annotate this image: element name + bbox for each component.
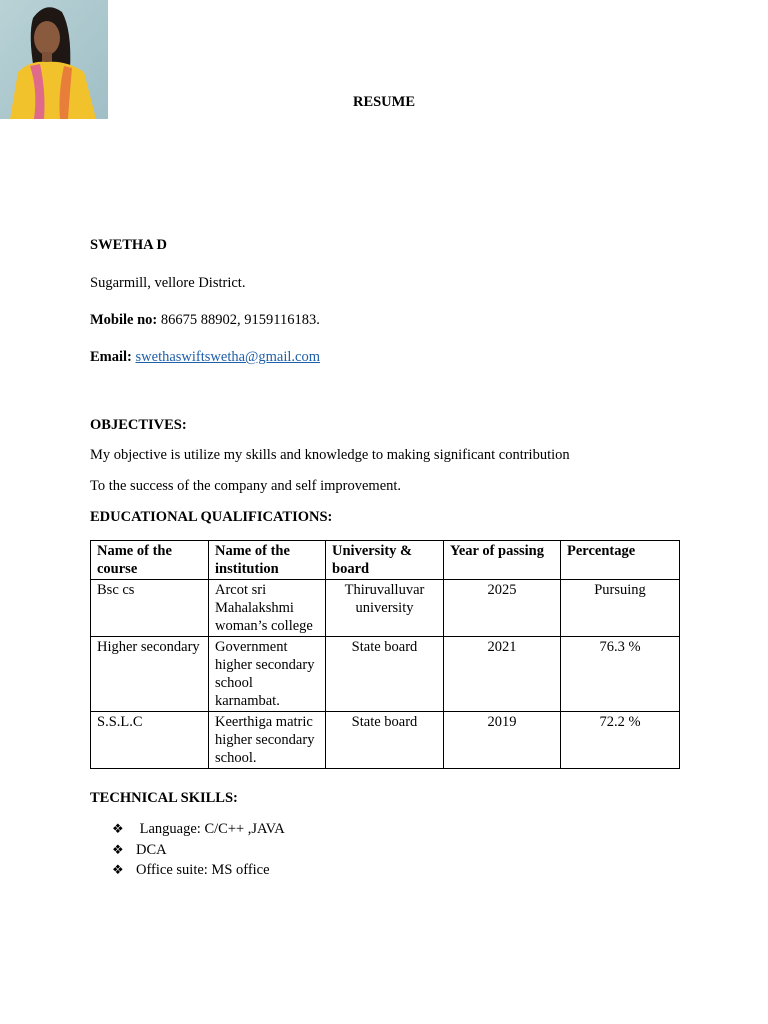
list-item [112, 819, 285, 840]
objective-line-2: To the success of the company and self improvement. [90, 478, 402, 494]
mobile-label: Mobile no: [90, 312, 158, 328]
cell-institution: Government higher secondary school karnambat. [209, 637, 326, 712]
email-link[interactable]: swethaswiftswetha@gmail.com [135, 349, 321, 365]
col-header-course: Name of the course [91, 541, 209, 580]
skill-text: Office suite: MS office [136, 862, 270, 878]
candidate-name: SWETHA D [90, 237, 167, 253]
email-line [90, 349, 320, 366]
table-header-row [91, 541, 680, 580]
col-header-university: University & board [326, 541, 444, 580]
list-item [112, 860, 285, 881]
education-heading: EDUCATIONAL QUALIFICATIONS: [90, 509, 333, 525]
education-table [90, 540, 680, 769]
table-row [91, 637, 680, 712]
cell-percentage: Pursuing [561, 580, 680, 637]
cell-percentage: 72.2 % [561, 712, 680, 769]
mobile-line [90, 312, 320, 329]
address-text: Sugarmill, vellore District. [90, 275, 246, 291]
cell-year: 2025 [444, 580, 561, 637]
list-item [112, 840, 285, 861]
cell-year: 2019 [444, 712, 561, 769]
cell-year: 2021 [444, 637, 561, 712]
cell-institution: Keerthiga matric higher secondary school. [209, 712, 326, 769]
cell-percentage: 76.3 % [561, 637, 680, 712]
cell-course: Bsc cs [91, 580, 209, 637]
cell-university: State board [326, 637, 444, 712]
skill-text: Language: C/C++ ,JAVA [136, 821, 285, 837]
objective-line-1: My objective is utilize my skills and knowledge to making significant contribution [90, 447, 570, 463]
skill-text: DCA [136, 841, 167, 858]
col-header-institution: Name of the institution [209, 541, 326, 580]
table-row [91, 580, 680, 637]
mobile-value: 86675 88902, 9159116183. [160, 312, 320, 328]
cell-course: S.S.L.C [91, 712, 209, 769]
skills-list [112, 819, 285, 881]
table-row [91, 712, 680, 769]
objectives-heading: OBJECTIVES: [90, 417, 187, 433]
cell-university: State board [326, 712, 444, 769]
col-header-percentage: Percentage [561, 541, 680, 580]
diamond-bullet-icon: ❖ [112, 862, 124, 877]
diamond-bullet-icon: ❖ [112, 821, 124, 836]
cell-course: Higher secondary [91, 637, 209, 712]
diamond-bullet-icon: ❖ [112, 841, 124, 857]
resume-title: RESUME [352, 94, 416, 110]
cell-institution: Arcot sri Mahalakshmi woman’s college [209, 580, 326, 637]
col-header-year: Year of passing [444, 541, 561, 580]
cell-university: Thiruvalluvar university [326, 580, 444, 637]
technical-skills-heading: TECHNICAL SKILLS: [90, 790, 238, 806]
email-label: Email: [90, 349, 132, 365]
